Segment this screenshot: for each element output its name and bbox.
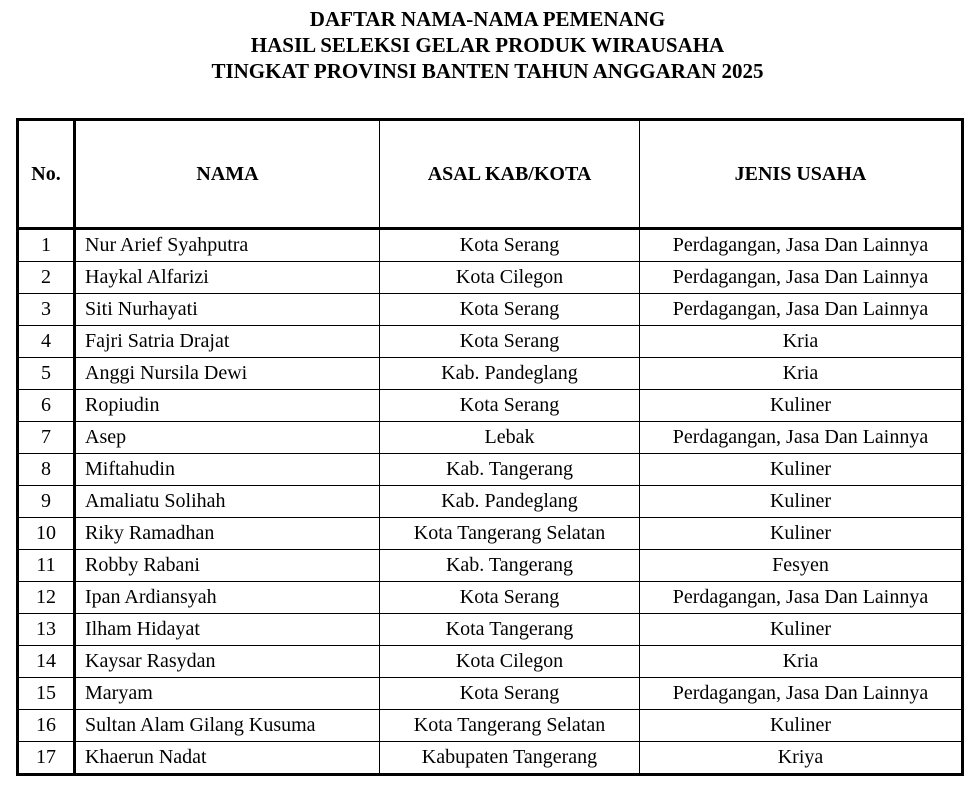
cell-no: 17	[18, 742, 75, 775]
cell-no: 16	[18, 710, 75, 742]
cell-asal: Kota Serang	[380, 326, 640, 358]
cell-no: 14	[18, 646, 75, 678]
cell-no: 15	[18, 678, 75, 710]
cell-jenis: Kuliner	[640, 486, 963, 518]
cell-nama: Haykal Alfarizi	[75, 262, 380, 294]
winners-table	[16, 118, 964, 776]
cell-nama: Siti Nurhayati	[75, 294, 380, 326]
cell-nama: Nur Arief Syahputra	[75, 229, 380, 262]
table-row	[18, 262, 963, 294]
table-body	[18, 229, 963, 775]
cell-asal: Kota Cilegon	[380, 262, 640, 294]
cell-no: 9	[18, 486, 75, 518]
cell-jenis: Kuliner	[640, 518, 963, 550]
title-line-2: HASIL SELEKSI GELAR PRODUK WIRAUSAHA	[250, 33, 725, 57]
cell-no: 12	[18, 582, 75, 614]
table-row	[18, 390, 963, 422]
cell-jenis: Fesyen	[640, 550, 963, 582]
cell-jenis: Perdagangan, Jasa Dan Lainnya	[640, 294, 963, 326]
cell-nama: Ilham Hidayat	[75, 614, 380, 646]
cell-no: 4	[18, 326, 75, 358]
table-row	[18, 614, 963, 646]
cell-jenis: Perdagangan, Jasa Dan Lainnya	[640, 229, 963, 262]
table-row	[18, 422, 963, 454]
cell-asal: Kab. Pandeglang	[380, 358, 640, 390]
table-row	[18, 518, 963, 550]
header-nama: NAMA	[75, 120, 380, 229]
cell-nama: Amaliatu Solihah	[75, 486, 380, 518]
cell-asal: Kab. Pandeglang	[380, 486, 640, 518]
cell-jenis: Perdagangan, Jasa Dan Lainnya	[640, 262, 963, 294]
cell-no: 2	[18, 262, 75, 294]
table-row	[18, 486, 963, 518]
cell-jenis: Kuliner	[640, 614, 963, 646]
table-row	[18, 229, 963, 262]
cell-asal: Kab. Tangerang	[380, 550, 640, 582]
document-title	[0, 6, 975, 84]
cell-asal: Kota Tangerang Selatan	[380, 710, 640, 742]
cell-no: 5	[18, 358, 75, 390]
cell-nama: Fajri Satria Drajat	[75, 326, 380, 358]
cell-nama: Sultan Alam Gilang Kusuma	[75, 710, 380, 742]
cell-jenis: Kriya	[640, 742, 963, 775]
cell-jenis: Perdagangan, Jasa Dan Lainnya	[640, 582, 963, 614]
cell-nama: Asep	[75, 422, 380, 454]
cell-jenis: Kria	[640, 646, 963, 678]
cell-nama: Ipan Ardiansyah	[75, 582, 380, 614]
cell-asal: Kota Tangerang	[380, 614, 640, 646]
cell-jenis: Kria	[640, 358, 963, 390]
cell-asal: Kota Serang	[380, 229, 640, 262]
cell-nama: Riky Ramadhan	[75, 518, 380, 550]
cell-nama: Khaerun Nadat	[75, 742, 380, 775]
cell-no: 1	[18, 229, 75, 262]
cell-nama: Miftahudin	[75, 454, 380, 486]
cell-no: 10	[18, 518, 75, 550]
cell-asal: Kota Serang	[380, 582, 640, 614]
cell-no: 8	[18, 454, 75, 486]
table-row	[18, 582, 963, 614]
cell-asal: Kota Serang	[380, 390, 640, 422]
table-row	[18, 454, 963, 486]
table-row	[18, 294, 963, 326]
cell-asal: Kota Tangerang Selatan	[380, 518, 640, 550]
cell-nama: Anggi Nursila Dewi	[75, 358, 380, 390]
cell-jenis: Perdagangan, Jasa Dan Lainnya	[640, 422, 963, 454]
cell-asal: Lebak	[380, 422, 640, 454]
cell-asal: Kota Serang	[380, 294, 640, 326]
cell-nama: Kaysar Rasydan	[75, 646, 380, 678]
cell-asal: Kabupaten Tangerang	[380, 742, 640, 775]
title-line-1: DAFTAR NAMA-NAMA PEMENANG	[309, 7, 666, 31]
cell-nama: Robby Rabani	[75, 550, 380, 582]
table-row	[18, 550, 963, 582]
cell-no: 3	[18, 294, 75, 326]
cell-asal: Kota Cilegon	[380, 646, 640, 678]
header-jenis: JENIS USAHA	[640, 120, 963, 229]
cell-nama: Maryam	[75, 678, 380, 710]
header-no: No.	[18, 120, 75, 229]
cell-asal: Kota Serang	[380, 678, 640, 710]
cell-jenis: Kuliner	[640, 710, 963, 742]
cell-no: 11	[18, 550, 75, 582]
cell-jenis: Kria	[640, 326, 963, 358]
cell-jenis: Perdagangan, Jasa Dan Lainnya	[640, 678, 963, 710]
cell-nama: Ropiudin	[75, 390, 380, 422]
table-row	[18, 678, 963, 710]
table-row	[18, 326, 963, 358]
winners-table-wrapper	[16, 118, 964, 776]
table-row	[18, 710, 963, 742]
table-row	[18, 358, 963, 390]
cell-asal: Kab. Tangerang	[380, 454, 640, 486]
cell-jenis: Kuliner	[640, 390, 963, 422]
title-line-3: TINGKAT PROVINSI BANTEN TAHUN ANGGARAN 2025	[211, 59, 764, 83]
cell-jenis: Kuliner	[640, 454, 963, 486]
table-row	[18, 742, 963, 775]
cell-no: 6	[18, 390, 75, 422]
table-header-row	[18, 120, 963, 229]
table-row	[18, 646, 963, 678]
cell-no: 13	[18, 614, 75, 646]
cell-no: 7	[18, 422, 75, 454]
header-asal: ASAL KAB/KOTA	[380, 120, 640, 229]
